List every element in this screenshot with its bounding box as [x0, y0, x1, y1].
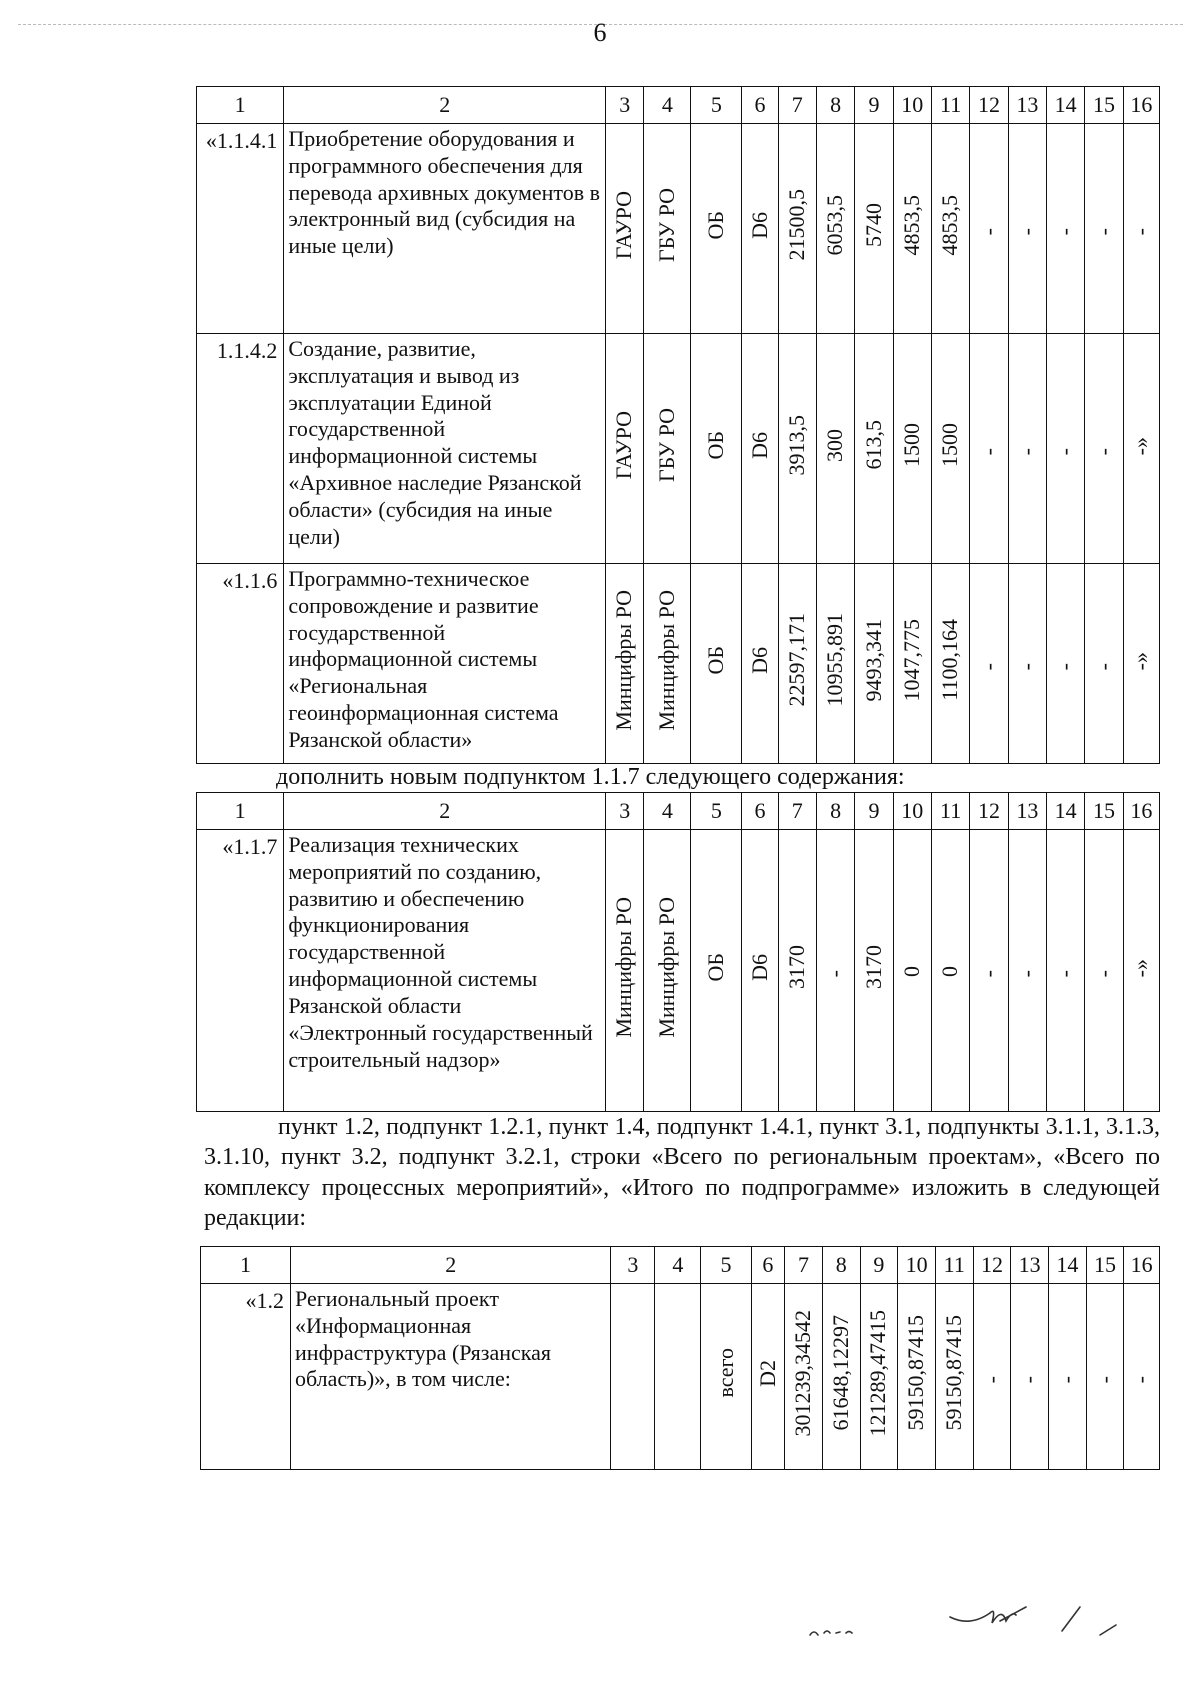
- value-cell: -: [1052, 969, 1078, 978]
- value-cell: -: [1090, 969, 1116, 978]
- value-cell: -: [1052, 227, 1078, 236]
- value-cell: 1100,164: [937, 619, 963, 701]
- header-cell: 7: [778, 87, 816, 124]
- value-cell: 9493,341: [860, 618, 886, 702]
- value-cell: -: [1052, 662, 1078, 671]
- value-cell: -: [975, 969, 1001, 978]
- header-cell: 12: [970, 793, 1008, 830]
- source-cell: ОБ: [702, 430, 728, 460]
- header-cell: 13: [1008, 87, 1046, 124]
- intro-paragraph-2: пункт 1.2, подпункт 1.2.1, пункт 1.4, подпункт 1.4.1, пункт 3.1, подпункты 3.1.1, 3.1.3, 3.1.10, пункт 3.2, подпункт 3.2.1, строки «Всего по региональным проектам», «Всего по комплексу процессных мероприятий», «Итого по подпрограмме» изложить в следующей редакции:: [204, 1114, 1160, 1232]
- value-cell: -: [978, 1375, 1004, 1384]
- value-cell: -: [1013, 662, 1039, 671]
- header-cell: 9: [855, 793, 893, 830]
- page-number: 6: [593, 18, 607, 47]
- table-row: [197, 124, 1160, 334]
- budget-table-2: [196, 792, 1160, 1112]
- header-cell: 8: [816, 793, 854, 830]
- value-cell: -: [1013, 227, 1039, 236]
- header-cell: 4: [644, 793, 691, 830]
- header-cell: 4: [644, 87, 691, 124]
- value-cell: -: [1053, 1375, 1079, 1384]
- value-cell: 3913,5: [783, 414, 809, 476]
- row-name: Создание, развитие, эксплуатация и вывод из эксплуатации Единой государственной информационной системы «Архивное наследие Рязанской области» (субсидия на иные цели): [284, 334, 606, 564]
- header-cell: 3: [611, 1247, 655, 1284]
- header-cell: 8: [816, 87, 854, 124]
- header-cell: 11: [935, 1247, 973, 1284]
- header-cell: 1: [201, 1247, 291, 1284]
- row-name: Реализация технических мероприятий по созданию, развитию и обеспечению функционирования государственной информационной системы Рязанской области «Электронный государственный строительный надзор»: [284, 830, 606, 1112]
- executor-cell: ГАУРО: [611, 190, 637, 260]
- row-number: «1.1.7: [197, 830, 284, 1112]
- header-cell: 15: [1085, 793, 1123, 830]
- header-cell: 1: [197, 87, 284, 124]
- header-cell: 3: [606, 793, 644, 830]
- header-cell: 2: [291, 1247, 611, 1284]
- value-cell: 0: [937, 966, 963, 978]
- code-cell: D2: [754, 1359, 780, 1387]
- table-header-row: [197, 87, 1160, 124]
- header-cell: 6: [742, 793, 778, 830]
- recipient-cell: Минцифры РО: [653, 589, 679, 731]
- value-cell: -»: [1127, 651, 1153, 671]
- value-cell: 1047,775: [898, 618, 924, 702]
- row-name: Региональный проект «Информационная инфраструктура (Рязанская область)», в том числе:: [291, 1284, 611, 1470]
- table-header-row: [197, 793, 1160, 830]
- value-cell: 10955,891: [822, 613, 848, 707]
- value-cell: -: [1013, 447, 1039, 456]
- row-name: Программно-техническое сопровождение и развитие государственной информационной системы «Региональная геоинформационная система Рязанской области»: [284, 564, 606, 764]
- header-cell: 13: [1008, 793, 1046, 830]
- header-cell: 1: [197, 793, 284, 830]
- value-cell: 0: [898, 966, 924, 978]
- header-cell: 7: [778, 793, 816, 830]
- value-cell: 59150,87415: [903, 1315, 929, 1431]
- value-cell: -»: [1127, 958, 1153, 978]
- table-row: [197, 564, 1160, 764]
- value-cell: 121289,47415: [865, 1309, 891, 1437]
- value-cell: 1500: [937, 423, 963, 468]
- header-cell: 2: [284, 87, 606, 124]
- recipient-cell: ГБУ РО: [653, 408, 679, 483]
- source-cell: ОБ: [702, 210, 728, 240]
- table-row: [197, 334, 1160, 564]
- value-cell: -: [1013, 969, 1039, 978]
- budget-table-3: [200, 1246, 1160, 1470]
- executor-cell: Минцифры РО: [611, 896, 637, 1038]
- header-cell: 14: [1048, 1247, 1086, 1284]
- value-cell: 300: [822, 428, 848, 462]
- source-cell: ОБ: [702, 952, 728, 982]
- header-cell: 14: [1047, 87, 1085, 124]
- header-cell: 12: [970, 87, 1008, 124]
- source-cell: всего: [712, 1348, 738, 1398]
- header-cell: 11: [931, 793, 969, 830]
- value-cell: -: [1052, 447, 1078, 456]
- row-number: 1.1.4.2: [197, 334, 284, 564]
- header-cell: 5: [691, 87, 742, 124]
- table-row: [197, 830, 1160, 1112]
- value-cell: -: [1016, 1375, 1042, 1384]
- row-number: «1.2: [201, 1284, 291, 1470]
- recipient-cell: ГБУ РО: [653, 188, 679, 263]
- header-cell: 9: [855, 87, 893, 124]
- value-cell: 4853,5: [898, 194, 924, 256]
- code-cell: D6: [746, 431, 772, 459]
- value-cell: 3170: [860, 945, 886, 990]
- value-cell: -: [822, 969, 848, 978]
- value-cell: -: [975, 447, 1001, 456]
- header-cell: 7: [785, 1247, 823, 1284]
- value-cell: 5740: [860, 203, 886, 248]
- value-cell: 59150,87415: [940, 1315, 966, 1431]
- header-cell: 2: [284, 793, 606, 830]
- header-cell: 16: [1123, 87, 1159, 124]
- table-header-row: [201, 1247, 1160, 1284]
- header-cell: 8: [822, 1247, 860, 1284]
- header-cell: 12: [973, 1247, 1011, 1284]
- header-cell: 15: [1086, 1247, 1124, 1284]
- value-cell: 61648,12297: [827, 1315, 853, 1431]
- value-cell: 301239,34542: [790, 1309, 816, 1437]
- header-cell: 10: [898, 1247, 936, 1284]
- header-cell: 15: [1085, 87, 1123, 124]
- code-cell: D6: [746, 646, 772, 674]
- value-cell: -: [1127, 227, 1153, 236]
- header-cell: 16: [1124, 1247, 1160, 1284]
- value-cell: 4853,5: [937, 194, 963, 256]
- row-name: Приобретение оборудования и программного обеспечения для перевода архивных документов в электронный вид (субсидия на иные цели): [284, 124, 606, 334]
- row-number: «1.1.6: [197, 564, 284, 764]
- executor-cell: Минцифры РО: [611, 589, 637, 731]
- source-cell: ОБ: [702, 645, 728, 675]
- recipient-cell: Минцифры РО: [653, 896, 679, 1038]
- value-cell: 613,5: [860, 420, 886, 470]
- header-cell: 5: [691, 793, 742, 830]
- value-cell: -»: [1127, 436, 1153, 456]
- header-cell: 14: [1047, 793, 1085, 830]
- header-cell: 4: [655, 1247, 701, 1284]
- executor-cell: ГАУРО: [611, 410, 637, 480]
- header-cell: 16: [1123, 793, 1159, 830]
- header-cell: 6: [742, 87, 778, 124]
- value-cell: 22597,171: [783, 613, 809, 707]
- value-cell: -: [1128, 1375, 1154, 1384]
- header-cell: 5: [701, 1247, 751, 1284]
- value-cell: -: [975, 662, 1001, 671]
- header-cell: 6: [751, 1247, 785, 1284]
- header-cell: 10: [893, 87, 931, 124]
- value-cell: 1500: [898, 423, 924, 468]
- budget-table-1: [196, 86, 1160, 764]
- value-cell: -: [1090, 662, 1116, 671]
- value-cell: -: [1090, 447, 1116, 456]
- header-cell: 13: [1011, 1247, 1049, 1284]
- value-cell: -: [975, 227, 1001, 236]
- code-cell: D6: [746, 211, 772, 239]
- value-cell: -: [1090, 227, 1116, 236]
- row-number: «1.1.4.1: [197, 124, 284, 334]
- header-cell: 11: [931, 87, 969, 124]
- header-cell: 9: [860, 1247, 898, 1284]
- value-cell: 21500,5: [783, 189, 809, 261]
- handwritten-signature: [800, 1595, 1140, 1645]
- value-cell: 6053,5: [822, 194, 848, 256]
- value-cell: 3170: [783, 945, 809, 990]
- value-cell: -: [1091, 1375, 1117, 1384]
- intro-paragraph-1: дополнить новым подпунктом 1.1.7 следующего содержания:: [276, 764, 905, 790]
- header-cell: 10: [893, 793, 931, 830]
- header-cell: 3: [606, 87, 644, 124]
- table-row: [201, 1284, 1160, 1470]
- code-cell: D6: [746, 953, 772, 981]
